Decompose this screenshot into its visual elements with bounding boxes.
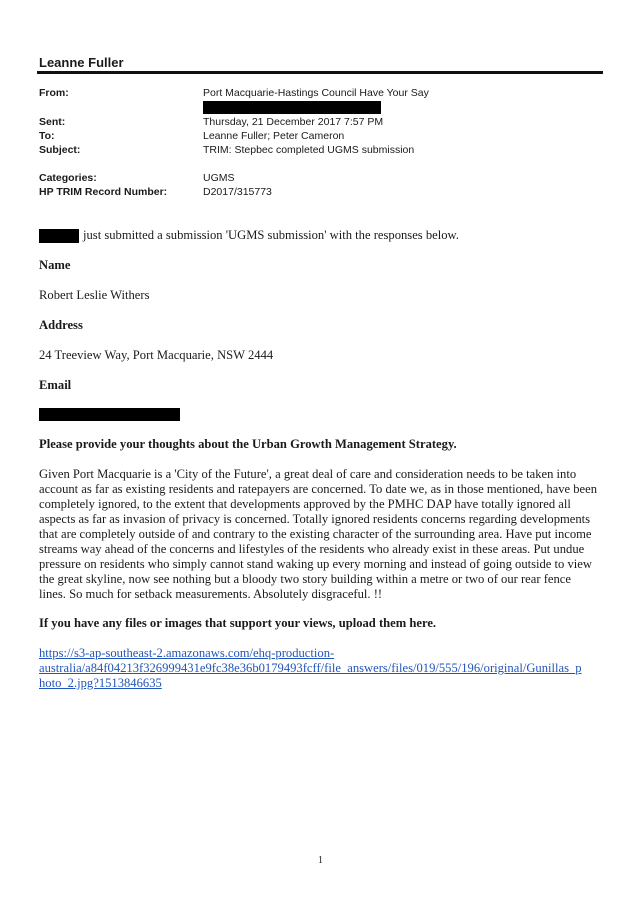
- intro-text: just submitted a submission 'UGMS submission' with the responses below.: [83, 228, 459, 242]
- record-value: D2017/315773: [203, 186, 272, 198]
- to-value: Leanne Fuller; Peter Cameron: [203, 130, 345, 142]
- subject-value: TRIM: Stepbec completed UGMS submission: [203, 144, 415, 156]
- address-heading: Address: [39, 318, 83, 332]
- record-label: HP TRIM Record Number:: [39, 186, 168, 198]
- sender-name: Leanne Fuller: [39, 55, 124, 70]
- header-divider: [37, 71, 603, 74]
- categories-label: Categories:: [39, 172, 97, 184]
- redacted-submitter: [39, 229, 79, 243]
- upload-link-line-1[interactable]: https://s3-ap-southeast-2.amazonaws.com/ehq-production-: [39, 646, 335, 660]
- email-heading: Email: [39, 378, 72, 392]
- categories-value: UGMS: [203, 172, 235, 184]
- from-value: Port Macquarie-Hastings Council Have Your Say: [203, 87, 429, 99]
- sent-label: Sent:: [39, 116, 66, 128]
- page-number: 1: [318, 855, 323, 866]
- upload-link-line-2[interactable]: australia/a84f04213f326999431e9fc38e36b0179493fcff/file_answers/files/019/555/196/original/Gunillas_p: [39, 661, 582, 675]
- redacted-from-address: [203, 101, 381, 114]
- subject-label: Subject:: [39, 144, 81, 156]
- upload-link-line-3[interactable]: hoto_2.jpg?1513846635: [39, 676, 162, 690]
- question-thoughts: Please provide your thoughts about the Urban Growth Management Strategy.: [39, 437, 457, 451]
- to-label: To:: [39, 130, 55, 142]
- upload-link[interactable]: [39, 646, 601, 691]
- answer-thoughts: Given Port Macquarie is a 'City of the Future', a great deal of care and consideration needs to be taken into account as far as existing residents and ratepayers are concerned. To date we, as in those mentioned, have been completely ignored, to the extent that developments approved by the PMHC DAP have totally ignored all aspects as far as invasion of privacy is concerned. Totally ignored residents concerns regarding developments that are completely outside of and contrary to the existing character of the surrounding area. Have put income streams way ahead of the concerns and lifestyles of the residents who already exist in these areas. Put undue pressure on residents who simply cannot stand waking up every morning and instead of going outside to view the great skyline, now see nothing but a bloody two story building within a metre or two of our rear fence lines. So much for setback measurements. Absolutely disgraceful. !!: [39, 467, 598, 601]
- sent-value: Thursday, 21 December 2017 7:57 PM: [203, 116, 384, 128]
- name-value: Robert Leslie Withers: [39, 288, 150, 302]
- address-value: 24 Treeview Way, Port Macquarie, NSW 2444: [39, 348, 274, 362]
- redacted-email: [39, 408, 180, 421]
- question-files: If you have any files or images that support your views, upload them here.: [39, 616, 437, 630]
- name-heading: Name: [39, 258, 71, 272]
- from-label: From:: [39, 87, 69, 99]
